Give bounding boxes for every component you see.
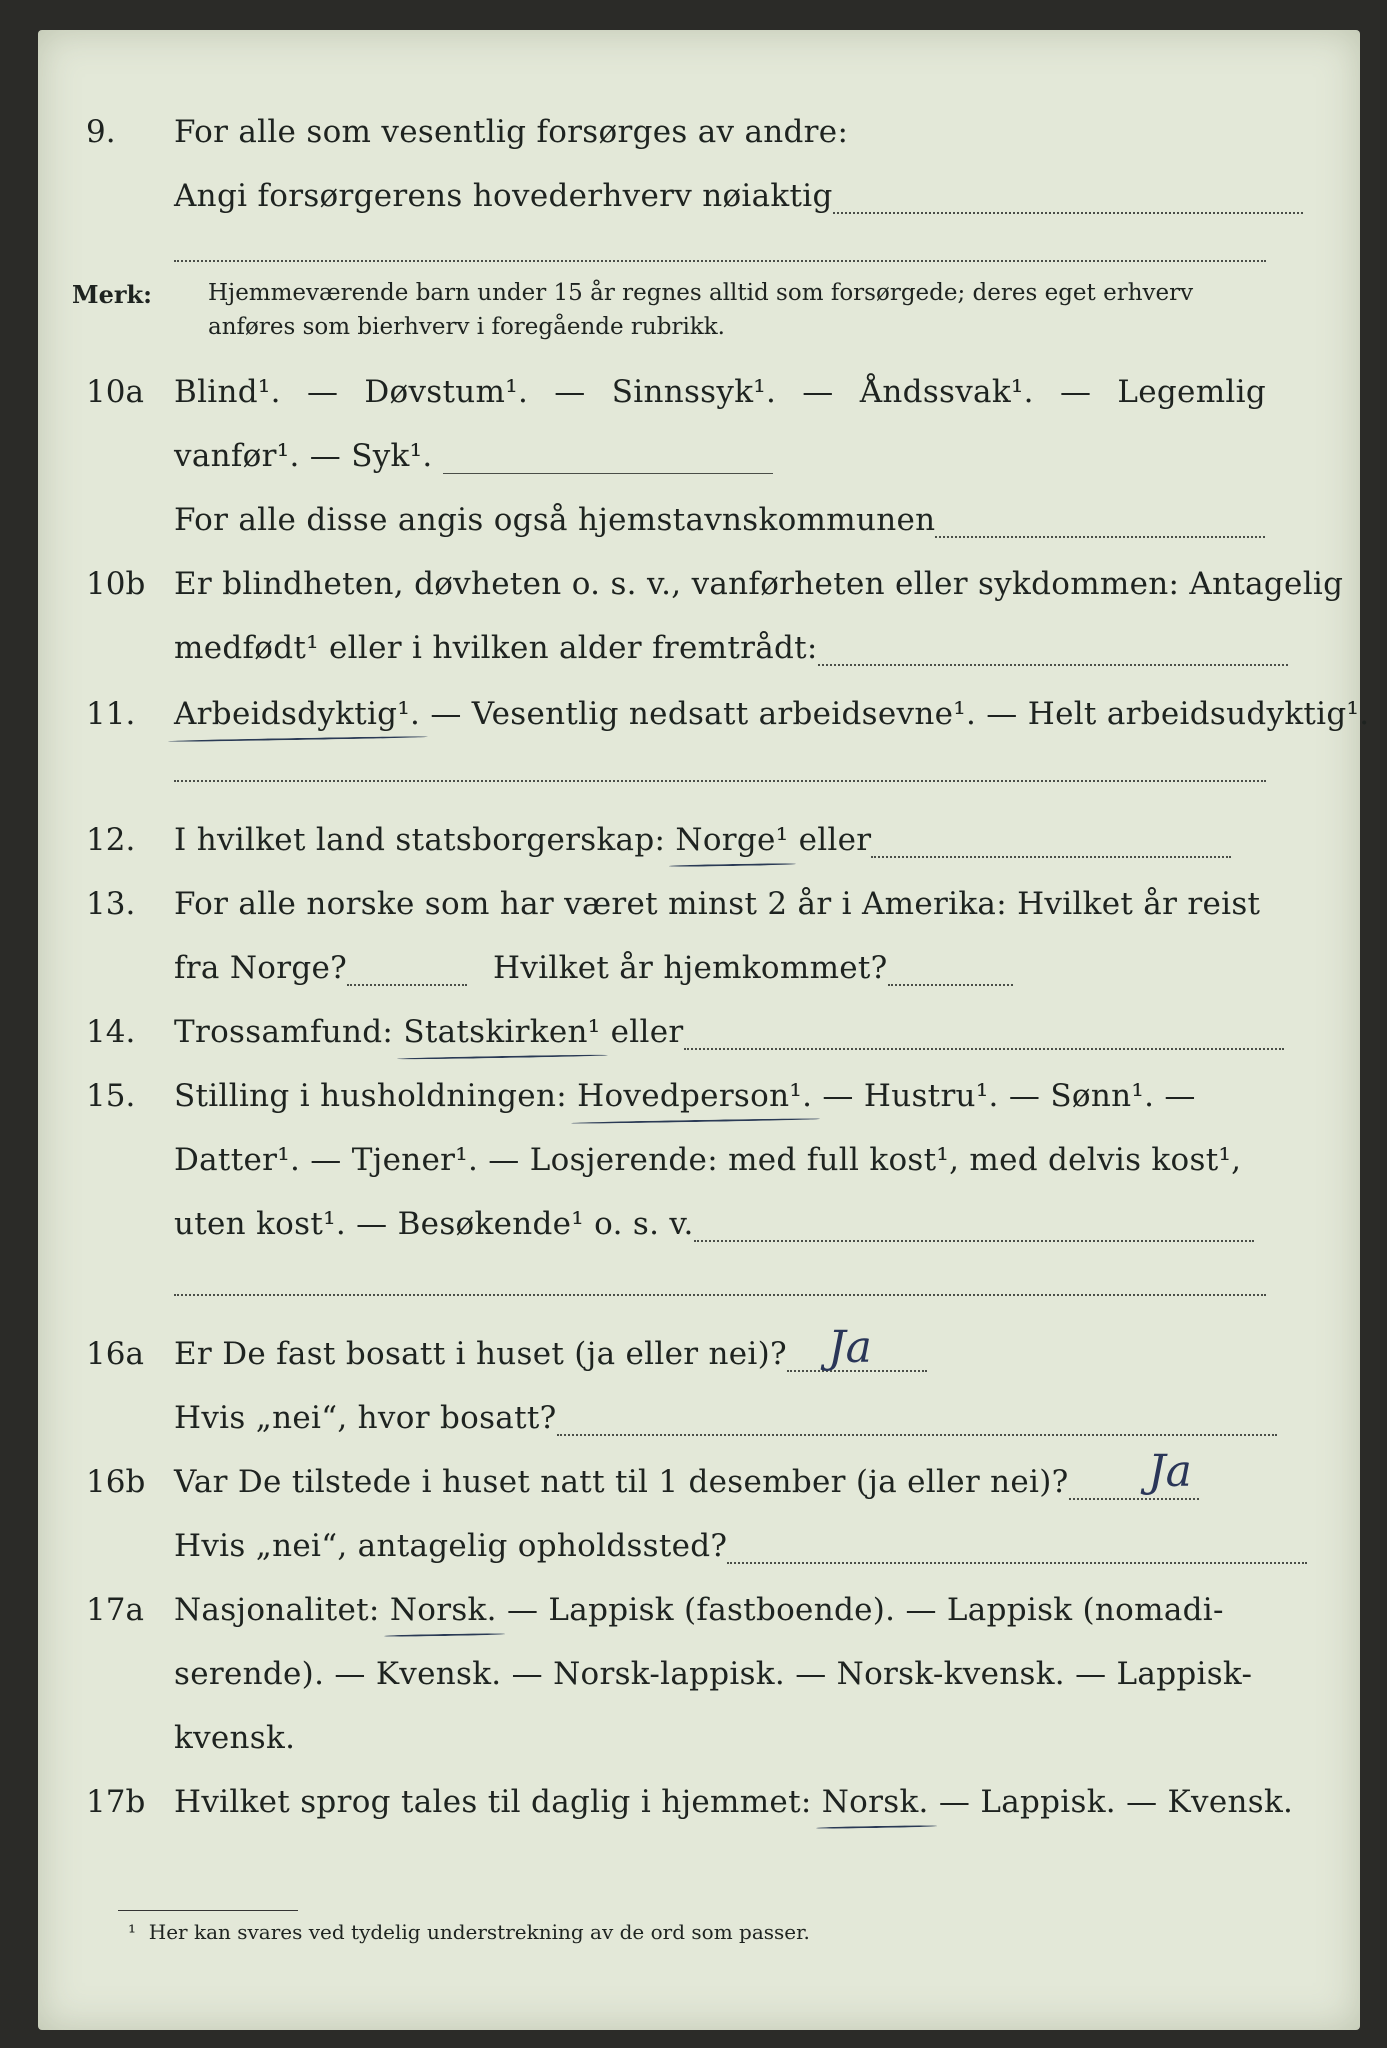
- answer-line[interactable]: [684, 1022, 1284, 1050]
- question-text: For alle som vesentlig forsørges av andre:: [174, 114, 849, 150]
- question-16b: [38, 1446, 1360, 1512]
- question-16a: [38, 1322, 1360, 1384]
- option: Blind¹.: [174, 374, 281, 410]
- question-12: [38, 822, 1360, 870]
- question-text: [174, 1014, 1266, 1050]
- answer-line[interactable]: [727, 1536, 1307, 1564]
- question-16a-line-2: [38, 1400, 1360, 1448]
- question-number: 16b: [86, 1464, 146, 1500]
- question-10a-line-3: [38, 502, 1360, 550]
- question-11: [38, 696, 1370, 744]
- question-text: serende). — Kvensk. — Norsk-lappisk. — Norsk-kvensk. — Lappisk-: [174, 1656, 1253, 1692]
- underlined-answer: Arbeidsdyktig¹.: [174, 696, 421, 732]
- question-9: [38, 114, 1360, 162]
- question-text-part: eller: [600, 1014, 684, 1050]
- question-text-part: Angi forsørgerens hovederhverv nøiaktig: [174, 178, 833, 214]
- census-form-page: [38, 30, 1370, 2030]
- separator: —: [802, 374, 834, 410]
- separator: —: [306, 374, 339, 410]
- question-text-part: medfødt¹ eller i hvilken alder fremtrådt:: [174, 630, 818, 666]
- answer-line[interactable]: [871, 830, 1231, 858]
- underlined-answer: Norsk.: [389, 1592, 497, 1628]
- question-text-part: vanfør¹. — Syk¹.: [174, 438, 433, 474]
- question-text: [174, 1206, 1266, 1242]
- note-text: anføres som bierhverv i foregående rubrikk.: [208, 314, 725, 340]
- question-text: For alle norske som har været minst 2 år i Amerika: Hvilket år reist: [174, 886, 1261, 922]
- question-text-part: — Lappisk. — Kvensk.: [928, 1784, 1294, 1820]
- footnote-mark: ¹: [128, 1920, 137, 1944]
- question-9-line-2: [38, 178, 1360, 226]
- question-number: 13.: [86, 886, 136, 922]
- question-text-part: Hvis „nei“, antagelig opholdssted?: [174, 1528, 728, 1564]
- answer-line[interactable]: [935, 510, 1265, 538]
- question-13: [38, 886, 1360, 934]
- question-number: 17b: [86, 1784, 146, 1820]
- question-text-part: Var De tilstede i huset natt til 1 desember (ja eller nei)?: [174, 1464, 1069, 1500]
- question-13-line-2: [38, 950, 1360, 998]
- question-text-part: — Lappisk (fastboende). — Lappisk (nomadi-: [496, 1592, 1224, 1628]
- question-text-part: fra Norge?: [174, 950, 348, 986]
- answer-line[interactable]: [694, 1214, 1254, 1242]
- question-number: 12.: [86, 822, 136, 858]
- question-text-part: Hvilket år hjemkommet?: [493, 950, 888, 986]
- handwritten-answer: Ja: [828, 1322, 872, 1373]
- question-text-part: I hvilket land statsborgerskap:: [174, 822, 676, 858]
- question-text: [174, 374, 1266, 410]
- handwritten-answer: Ja: [1148, 1446, 1192, 1497]
- note-text: Hjemmeværende barn under 15 år regnes alltid som forsørgede; deres eget erhverv: [208, 280, 1194, 306]
- footnote-text: Her kan svares ved tydelig understrekning av de ord som passer.: [148, 1920, 810, 1944]
- option: Døvstum¹.: [364, 374, 529, 410]
- option: Åndssvak¹.: [859, 374, 1034, 410]
- question-text: [174, 696, 1370, 732]
- question-15-line-3: [38, 1206, 1360, 1254]
- answer-line[interactable]: [174, 258, 1266, 262]
- option: Sinnssyk¹.: [611, 374, 777, 410]
- question-text-part: Er De fast bosatt i huset (ja eller nei)?: [174, 1336, 787, 1372]
- question-text: [174, 822, 1266, 858]
- question-number: 14.: [86, 1014, 136, 1050]
- question-16b-line-2: [38, 1528, 1360, 1576]
- separator: —: [554, 374, 586, 410]
- question-10b-line-2: [38, 630, 1360, 678]
- question-text: kvensk.: [174, 1720, 296, 1756]
- answer-line[interactable]: [557, 1408, 1277, 1436]
- question-text: [174, 950, 1266, 986]
- underlined-answer: Norge¹: [675, 822, 789, 858]
- underlined-answer: Norsk.: [821, 1784, 929, 1820]
- question-10a: [38, 374, 1360, 422]
- question-text: [174, 1078, 1266, 1114]
- question-text: [174, 438, 1266, 474]
- question-number: 10b: [86, 566, 146, 602]
- underlined-answer: Hovedperson¹.: [577, 1078, 813, 1114]
- question-15-line-2: [38, 1142, 1360, 1190]
- question-17a-line-3: [38, 1720, 1360, 1768]
- question-text-part: Stilling i husholdningen:: [174, 1078, 578, 1114]
- question-text-part: eller: [788, 822, 872, 858]
- question-text: [174, 1400, 1266, 1436]
- answer-line[interactable]: [833, 186, 1303, 214]
- question-number: 15.: [86, 1078, 136, 1114]
- question-number: 11.: [86, 696, 136, 732]
- question-number: 17a: [86, 1592, 144, 1628]
- question-text: Er blindheten, døvheten o. s. v., vanførheten eller sykdommen: Antagelig: [174, 566, 1344, 602]
- question-text-part: Trossamfund:: [174, 1014, 404, 1050]
- question-text: [174, 1592, 1266, 1628]
- note-label: Merk:: [72, 280, 152, 309]
- answer-line[interactable]: [443, 447, 773, 474]
- question-text-part: — Vesentlig nedsatt arbeidsevne¹. — Helt arbeidsudyktig¹.: [420, 696, 1370, 732]
- question-14: [38, 1014, 1360, 1062]
- question-number: 10a: [86, 374, 144, 410]
- question-text: [174, 502, 1266, 538]
- option: Legemlig: [1117, 374, 1266, 410]
- answer-line[interactable]: [347, 958, 467, 986]
- question-15: [38, 1078, 1360, 1126]
- question-text-part: — Hustru¹. — Sønn¹. —: [812, 1078, 1196, 1114]
- question-17b: [38, 1784, 1360, 1832]
- answer-line[interactable]: [888, 958, 1013, 986]
- footnote-divider: [118, 1910, 298, 1911]
- question-text: [174, 1336, 1266, 1372]
- separator: —: [1059, 374, 1092, 410]
- question-text: Datter¹. — Tjener¹. — Losjerende: med full kost¹, med delvis kost¹,: [174, 1142, 1242, 1178]
- question-text-part: Hvis „nei“, hvor bosatt?: [174, 1400, 557, 1436]
- question-text-part: For alle disse angis også hjemstavnskommunen: [174, 502, 936, 538]
- question-number: 16a: [86, 1336, 144, 1372]
- question-text: [174, 1784, 1294, 1820]
- answer-line[interactable]: [174, 778, 1266, 782]
- question-text: [174, 630, 1266, 666]
- question-number: 9.: [86, 114, 116, 150]
- question-text: [174, 178, 1266, 214]
- answer-line[interactable]: [818, 638, 1288, 666]
- footnote: [128, 1920, 810, 1944]
- question-text-part: Hvilket sprog tales til daglig i hjemmet:: [174, 1784, 822, 1820]
- question-10b: [38, 566, 1360, 614]
- question-10a-line-2: [38, 438, 1360, 486]
- question-text: [174, 1528, 1266, 1564]
- question-17a: [38, 1592, 1360, 1640]
- answer-line[interactable]: [174, 1292, 1266, 1296]
- question-17a-line-2: [38, 1656, 1360, 1704]
- underlined-answer: Statskirken¹: [403, 1014, 601, 1050]
- question-text: [174, 1464, 1266, 1500]
- question-text-part: uten kost¹. — Besøkende¹ o. s. v.: [174, 1206, 694, 1242]
- question-text-part: Nasjonalitet:: [174, 1592, 390, 1628]
